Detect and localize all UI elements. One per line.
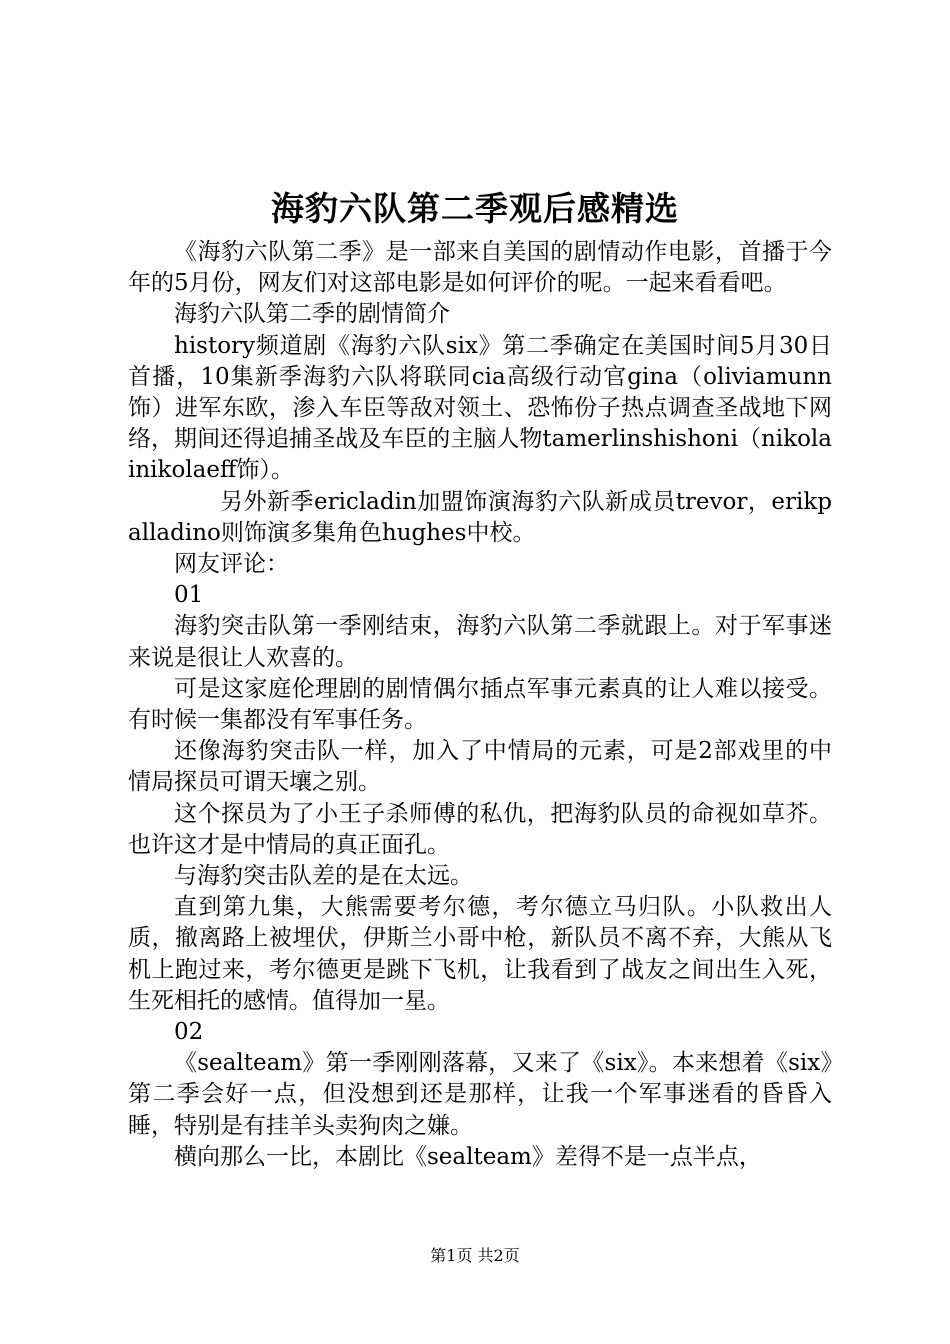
paragraph-comment: 《sealteam》第一季刚刚落幕，又来了《six》。本来想着《six》第二季会好一点，但没想到还是那样，让我一个军事迷看的昏昏入睡，特别是有挂羊头卖狗肉之嫌。: [128, 1050, 832, 1139]
paragraph-comment: 可是这家庭伦理剧的剧情偶尔插点军事元素真的让人难以接受。有时候一集都没有军事任务。: [128, 675, 832, 734]
paragraph-comment: 这个探员为了小王子杀师傅的私仇，把海豹队员的命视如草芥。也许这才是中情局的真正面孔。: [128, 800, 832, 858]
paragraph-new-cast: 另外新季ericladin加盟饰演海豹六队新成员trevor，erikpalladino则饰演多集角色hughes中校。: [128, 488, 832, 546]
section-heading-synopsis: 海豹六队第二季的剧情简介: [174, 301, 450, 328]
page-footer: 第1页 共2页: [430, 1246, 520, 1265]
document-title: 海豹六队第二季观后感精选: [271, 189, 679, 228]
paragraph-comment: 横向那么一比，本剧比《sealteam》差得不是一点半点，: [174, 1143, 762, 1170]
paragraph-comment: 海豹突击队第一季刚结束，海豹六队第二季就跟上。对于军事迷来说是很让人欢喜的。: [128, 613, 832, 671]
paragraph-intro: 《海豹六队第二季》是一部来自美国的剧情动作电影，首播于今年的5月份，网友们对这部电影是如何评价的呢。一起来看看吧。: [128, 239, 832, 297]
comment-number-02: 02: [174, 1019, 204, 1046]
document-body: [128, 237, 832, 1173]
paragraph-comment: 与海豹突击队差的是在太远。: [174, 863, 473, 890]
section-heading-comments: 网友评论：: [174, 551, 289, 578]
paragraph-comment: 还像海豹突击队一样，加入了中情局的元素，可是2部戏里的中情局探员可谓天壤之别。: [128, 738, 832, 796]
paragraph-comment: 直到第九集，大熊需要考尔德，考尔德立马归队。小队救出人质，撤离路上被埋伏，伊斯兰小哥中枪，新队员不离不弃，大熊从飞机上跑过来，考尔德更是跳下飞机，让我看到了战友之间出生入死，生死相托的感情。值得加一星。: [128, 894, 832, 1014]
comment-number-01: 01: [174, 582, 204, 609]
paragraph-synopsis: history频道剧《海豹六队six》第二季确定在美国时间5月30日首播，10集新季海豹六队将联同cia高级行动官gina（oliviamunn饰）进军东欧，渗入车臣等敌对领土、恐怖份子热点调查圣战地下网络，期间还得追捕圣战及车臣的主脑人物tamerlinshishoni（nikolainikolaeff饰）。: [128, 332, 832, 484]
